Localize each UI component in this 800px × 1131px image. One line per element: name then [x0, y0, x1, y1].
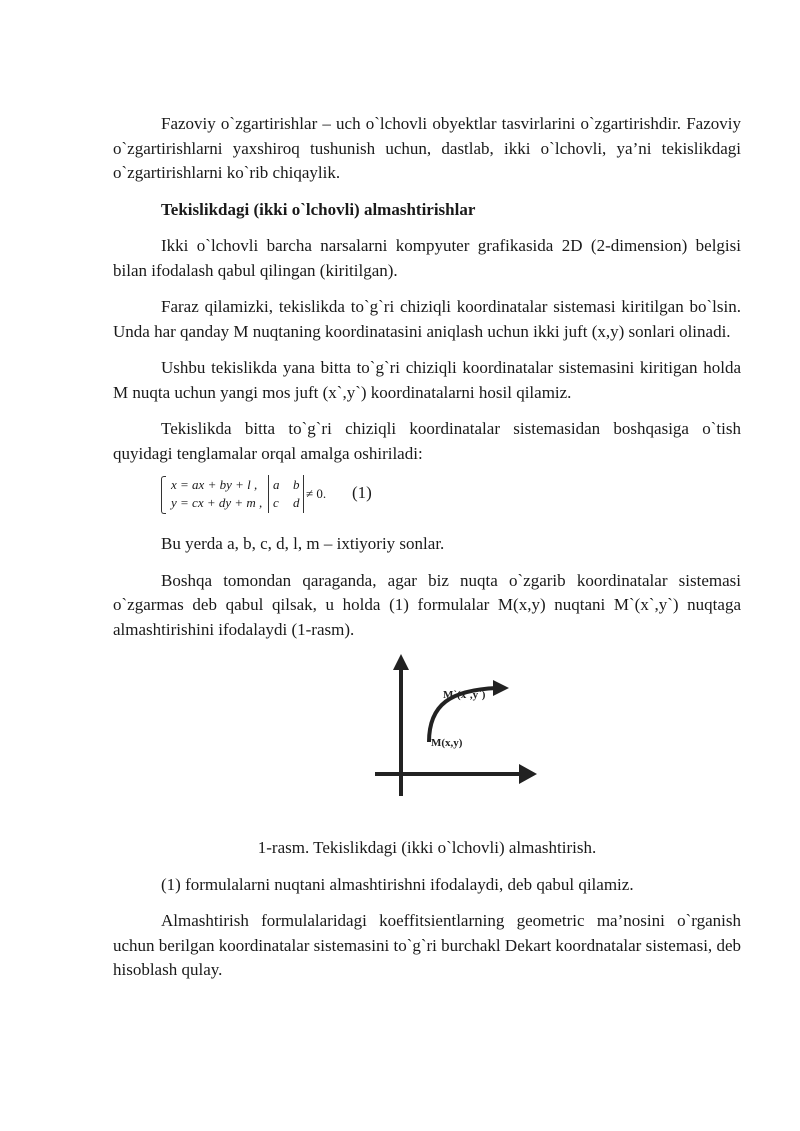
figure-caption: 1-rasm. Tekislikdagi (ikki o`lchovli) almashtirish. [257, 838, 597, 857]
paragraph-arbitrary: Bu yerda a, b, c, d, l, m – ixtiyoriy sonlar. [161, 534, 445, 553]
det-d: d [293, 495, 300, 510]
label-m-prime: M`(x`,y`) [443, 689, 486, 701]
formula-number: (1) [352, 483, 372, 502]
formula-equation-y: y = cx + dy + m , [171, 495, 263, 510]
section-heading: Tekislikdagi (ikki o`lchovli) almashtirishlar [161, 199, 476, 219]
x-axis-arrow-icon [519, 764, 537, 784]
transformation-diagram [371, 654, 541, 804]
paragraph-2d: Ikki o`lchovli barcha narsalarni kompyuter grafikasida 2D (2-dimension) belgisi bilan ifodalash qabul qilingan (kiritilgan). [113, 236, 741, 280]
curve-arrow-icon [493, 680, 509, 696]
det-a: a [273, 477, 280, 492]
formula-equation-x: x = ax + by + l , [171, 477, 258, 492]
paragraph-transition: Tekislikda bitta to`g`ri chiziqli koordinatalar sistemasidan boshqasiga o`tish quyidagi tenglamalar orqal amalga oshiriladi: [113, 419, 741, 463]
det-b: b [293, 477, 300, 492]
formula-1 [161, 474, 741, 518]
formula-brace [161, 476, 166, 514]
paragraph-formula-meaning: (1) formulalarni nuqtani almashtirishni ifodalaydi, deb qabul qilamiz. [161, 874, 634, 894]
paragraph-new-system: Ushbu tekislikda yana bitta to`g`ri chiziqli koordinatalar sistemasini kiritigan holda M nuqta uchun yangi mos juft (x`,y`) koordinatalarni hosil qilamiz. [113, 358, 741, 402]
paragraph-coordinates: Faraz qilamizki, tekislikda to`g`ri chiziqli koordinatalar sistemasi kiritilgan bo`lsin. Unda har qanday M nuqtaning koordinatasini aniqlash uchun ikki juft (x,y) sonlari olinadi. [113, 297, 741, 341]
paragraph-other-side: Boshqa tomondan qaraganda, agar biz nuqta o`zgarib koordinatalar sistemasi o`zgarmas deb qabul qilsak, u holda (1) formulalar M(x,y) nuqtani M`(x`,y`) nuqtaga almashtirishini ifodalaydi (1-rasm). [113, 570, 741, 639]
label-m: M(x,y) [431, 737, 463, 749]
determinant [268, 475, 304, 513]
y-axis-arrow-icon [393, 654, 409, 670]
paragraph-coefficients: Almashtirish formulalaridagi koeffitsientlarning geometric ma’nosini o`rganish uchun berilgan koordinatalar sistemasini to`g`ri burchakl Dekart koordnatalar sistemasi, deb hisoblash qulay. [113, 911, 741, 979]
det-c: c [273, 495, 279, 510]
formula-not-equal: ≠ 0. [306, 486, 327, 501]
paragraph-intro: Fazoviy o`zgartirishlar – uch o`lchovli obyektlar tasvirlarini o`zgartirishdir. Fazoviy o`zgartirishlarni yaxshiroq tushunish uchun, dastlab, ikki o`lchovli, ya’ni tekislikdagi o`zgartirishlarni ko`rib chiqaylik. [113, 114, 741, 182]
document-page [113, 112, 741, 995]
figure-1 [113, 654, 741, 814]
